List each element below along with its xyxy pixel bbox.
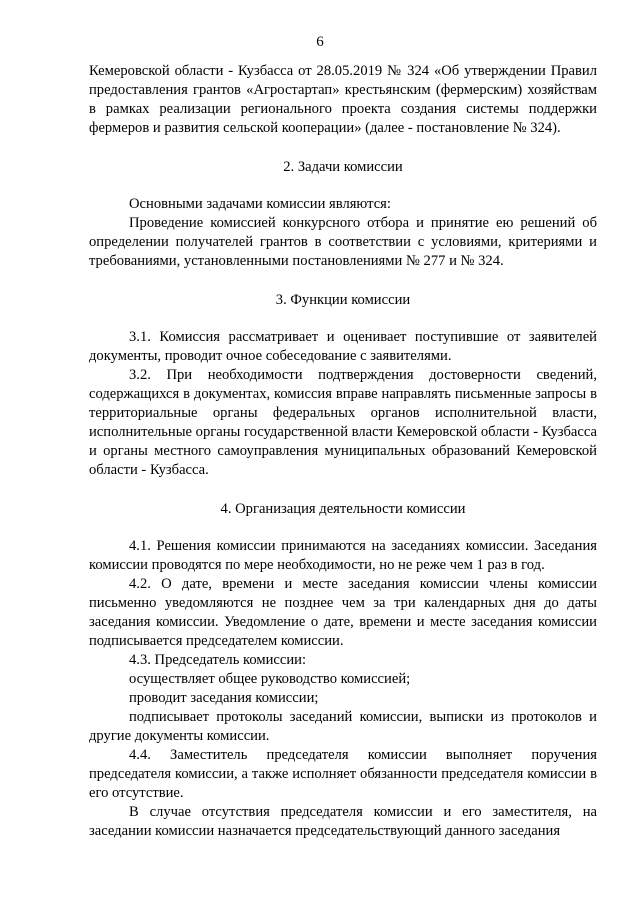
section-2-heading: 2. Задачи комиссии	[283, 159, 403, 175]
page-number: 6	[316, 34, 324, 50]
document-body	[89, 62, 597, 841]
section-2-paragraph: Основными задачами комиссии являются:	[129, 196, 391, 212]
section-4-paragraph: осуществляет общее руководство комиссией;	[129, 671, 411, 687]
section-3-paragraph: 3.2. При необходимости подтверждения достоверности сведений, содержащихся в документах, комиссия вправе направлять письменные запросы в территориальные органы федеральных органов исполнительной власти, исполнительные органы государственной власти Кемеровской области - Кузбасса и органы местного самоуправления муниципальных образований Кемеровской области - Кузбасса.	[89, 367, 597, 478]
section-2-paragraph: Проведение комиссией конкурсного отбора и принятие ею решений об определении получателей грантов в соответствии с условиями, критериями и требованиями, установленными постановлениями № 277 и № 324.	[89, 215, 597, 269]
section-4-paragraph: 4.2. О дате, времени и месте заседания комиссии члены комиссии письменно уведомляются не позднее чем за три календарных дня до даты заседания комиссии. Уведомление о дате, времени и месте заседания комиссии подписывается председателем комиссии.	[89, 576, 597, 649]
section-4-paragraph: проводит заседания комиссии;	[129, 690, 319, 706]
section-3-heading: 3. Функции комиссии	[275, 292, 411, 308]
section-4-paragraph: В случае отсутствия председателя комиссии и его заместителя, на заседании комиссии назначается председательствующий данного заседания	[89, 804, 597, 839]
section-4-paragraph: подписывает протоколы заседаний комиссии, выписки из протоколов и другие документы комиссии.	[89, 709, 597, 744]
section-3-paragraph: 3.1. Комиссия рассматривает и оценивает поступившие от заявителей документы, проводит очное собеседование с заявителями.	[89, 329, 597, 364]
intro-paragraph: Кемеровской области - Кузбасса от 28.05.2019 № 324 «Об утверждении Правил предоставления грантов «Агростартап» крестьянским (фермерским) хозяйствам в рамках реализации регионального проекта создания системы поддержки фермеров и развития сельской кооперации» (далее - постановление № 324).	[89, 63, 597, 136]
section-4-paragraph: 4.1. Решения комиссии принимаются на заседаниях комиссии. Заседания комиссии проводятся по мере необходимости, но не реже чем 1 раз в год.	[89, 538, 597, 573]
section-4-heading: 4. Организация деятельности комиссии	[220, 501, 466, 517]
section-4-paragraph: 4.3. Председатель комиссии:	[129, 652, 307, 668]
section-4-paragraph: 4.4. Заместитель председателя комиссии выполняет поручения председателя комиссии, а также исполняет обязанности председателя комиссии в его отсутствие.	[89, 747, 597, 801]
